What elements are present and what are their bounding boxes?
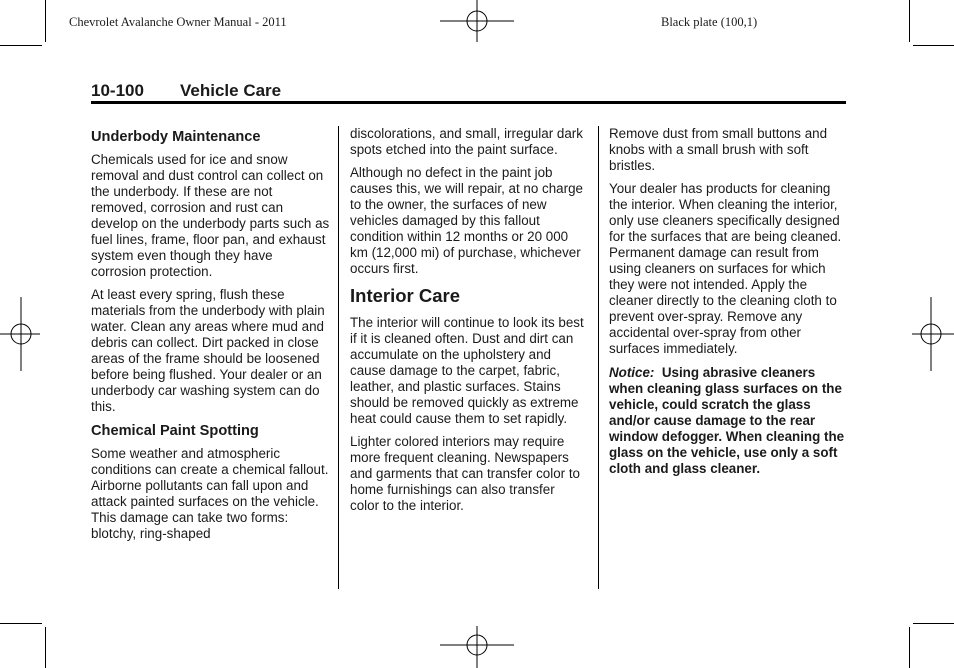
notice-block [609,365,847,477]
manual-title: Chevrolet Avalanche Owner Manual - 2011 [69,15,287,29]
paragraph: Lighter colored interiors may require more frequent cleaning. Newspapers and garments that can transfer color to home furnishings can also transfer color to the interior. [350,434,580,513]
plate-label: Black plate (100,1) [661,15,758,29]
paragraph: At least every spring, flush these materials from the underbody with plain water. Clean any areas where mud and debris can collect. Dirt packed in close areas of the frame should be loosened before being flushed. Your dealer or an underbody car washing system can do this. [91,287,325,414]
crop-mark [0,45,42,46]
crop-mark [0,623,42,624]
column-divider [598,126,599,589]
paragraph: discolorations, and small, irregular dark spots etched into the paint surface. [350,126,583,157]
heading-chemical-paint-spotting: Chemical Paint Spotting [91,423,259,439]
crop-mark [909,0,910,42]
paragraph: Your dealer has products for cleaning the interior. When cleaning the interior, only use cleaners specifically designed for the surfaces that are being cleaned. Permanent damage can result from using cleaners on surfaces for which they were not intended. Apply the cleaner directly to the cleaning cloth to prevent over-spray. Remove any accidental over-spray from other surfaces immediately. [609,181,842,356]
page-number: 10-100 [91,81,144,100]
paragraph: Remove dust from small buttons and knobs with a small brush with soft bristles. [609,126,828,173]
paragraph: Some weather and atmospheric conditions can create a chemical fallout. Airborne pollutants can fall upon and attack painted surfaces on the vehicle. This damage can take two forms: blotchy, ring-shaped [91,446,329,541]
column-3 [609,126,847,484]
heading-underbody-maintenance: Underbody Maintenance [91,129,261,145]
registration-mark-top [440,0,514,42]
section-title: Vehicle Care [180,81,282,100]
paragraph: Although no defect in the paint job causes this, we will repair, at no charge to the owner, the surfaces of new vehicles damaged by this fallout condition within 12 months or 20 000 km (12,000 mi) of purchase, whichever occurs first. [350,165,583,276]
paragraph: Chemicals used for ice and snow removal and dust control can collect on the underbody. If these are not removed, corrosion and rust can develop on the underbody parts such as fuel lines, frame, floor pan, and exhaust system even though they have corrosion protection. [91,152,330,279]
crop-mark [913,45,954,46]
notice-text: Using abrasive cleaners when cleaning glass surfaces on the vehicle, could scratch the glass and/or cause damage to the rear window defogger. When cleaning the glass on the vehicle, use only a soft cloth and glass cleaner. [609,365,845,476]
crop-mark [909,627,910,668]
paragraph: The interior will continue to look its best if it is cleaned often. Dust and dirt can accumulate on the upholstery and cause damage to the carpet, fabric, leather, and plastic surfaces. Stains should be removed quickly as extreme heat could cause them to set rapidly. [350,315,584,426]
column-1 [91,126,331,549]
column-2 [350,126,586,521]
registration-mark-bottom [440,626,514,668]
section-rule [91,101,846,104]
registration-mark-left [0,297,40,371]
crop-mark [45,0,46,42]
notice-label: Notice: [609,365,655,380]
crop-mark [45,627,46,668]
column-divider [338,126,339,589]
heading-interior-care: Interior Care [350,285,461,306]
crop-mark [913,623,954,624]
registration-mark-right [912,297,954,371]
